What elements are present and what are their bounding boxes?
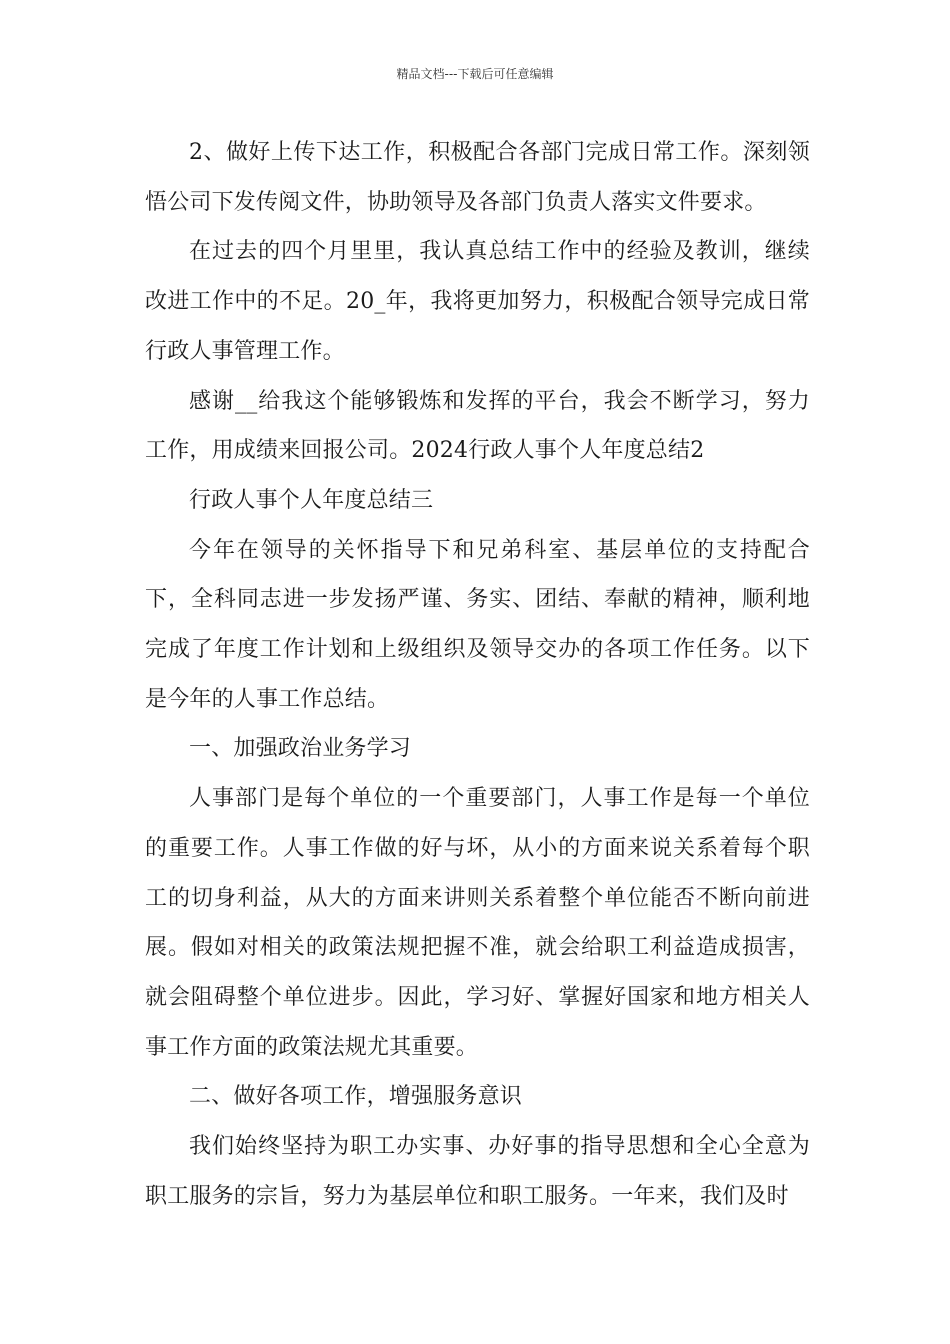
page-header: 精品文档---下载后可任意编辑	[396, 67, 554, 81]
paragraph: 2、做好上传下达工作，积极配合各部门完成日常工作。深刻领悟公司下发传阅文件，协助领导及各部门负责人落实文件要求。	[145, 140, 810, 215]
paragraph: 我们始终坚持为职工办实事、办好事的指导思想和全心全意为职工服务的宗旨，努力为基层单位和职工服务。一年来，我们及时	[145, 1134, 810, 1209]
paragraph: 人事部门是每个单位的一个重要部门，人事工作是每一个单位的重要工作。人事工作做的好与坏，从小的方面来说关系着每个职工的切身利益，从大的方面来讲则关系着整个单位能否不断向前进展。假如对相关的政策法规把握不准，就会给职工利益造成损害，就会阻碍整个单位进步。因此，学习好、掌握好国家和地方相关人事工作方面的政策法规尤其重要。	[145, 786, 810, 1060]
section-heading: 行政人事个人年度总结三	[189, 487, 434, 513]
section-heading: 二、做好各项工作，增强服务意识	[189, 1084, 523, 1110]
section-heading: 一、加强政治业务学习	[189, 736, 412, 762]
paragraph: 感谢__给我这个能够锻炼和发挥的平台，我会不断学习，努力工作，用成绩来回报公司。2024行政人事个人年度总结2	[145, 388, 810, 464]
paragraph: 在过去的四个月里里，我认真总结工作中的经验及教训，继续改进工作中的不足。20_年，我将更加努力，积极配合领导完成日常行政人事管理工作。	[145, 239, 810, 364]
paragraph: 今年在领导的关怀指导下和兄弟科室、基层单位的支持配合下，全科同志进一步发扬严谨、务实、团结、奉献的精神，顺利地完成了年度工作计划和上级组织及领导交办的各项工作任务。以下是今年的人事工作总结。	[145, 537, 810, 712]
document-body	[145, 128, 810, 1221]
